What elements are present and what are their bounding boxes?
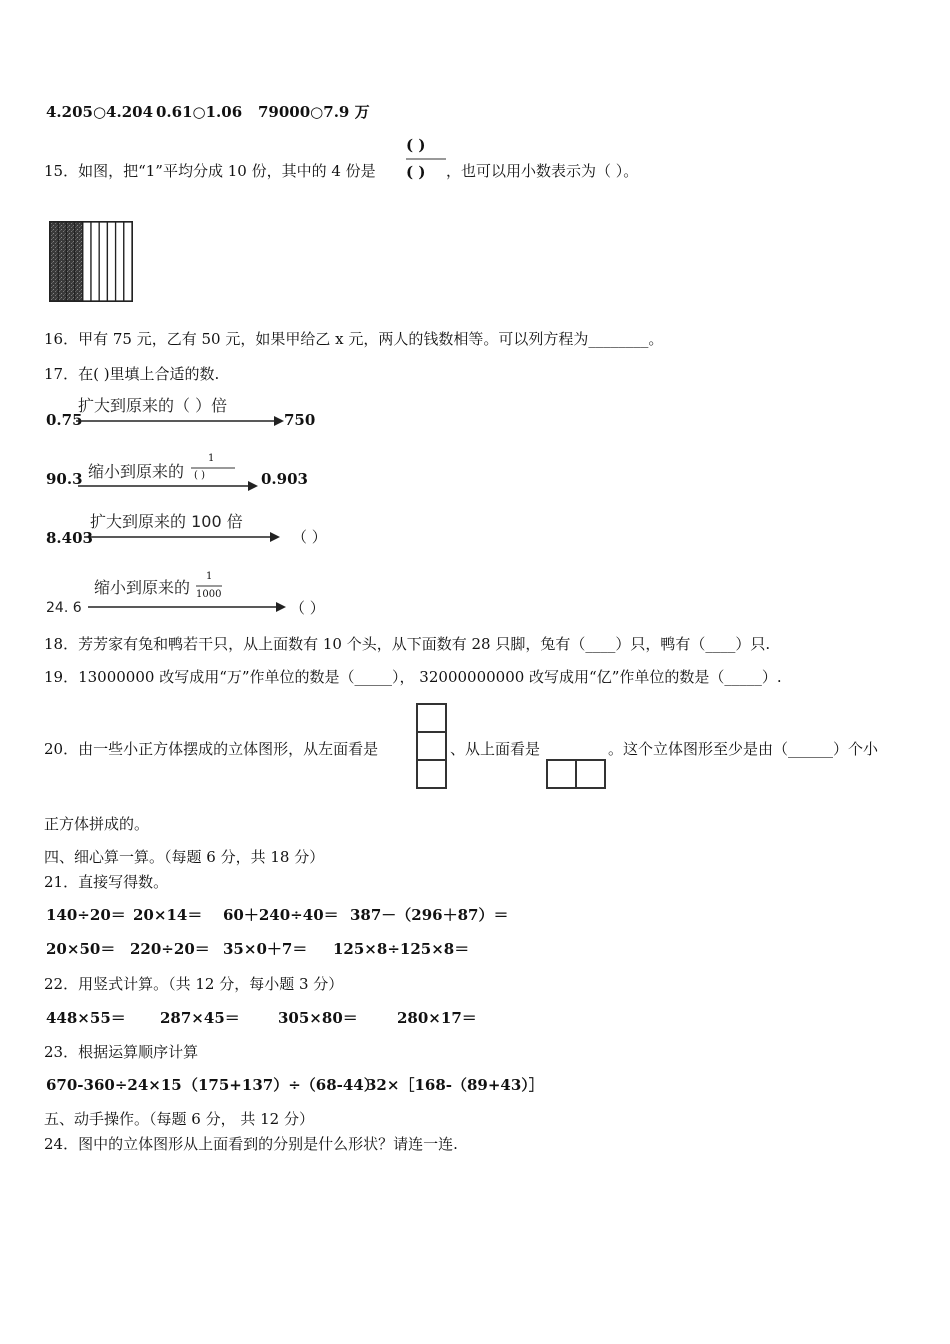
q15-fraction-bar [406, 157, 448, 161]
q23-title: 23．根据运算顺序计算 [44, 1043, 199, 1061]
q17-title: 17．在( )里填上合适的数. [44, 365, 220, 383]
q16-text: 16．甲有 75 元，乙有 50 元，如果甲给乙 x 元，两人的钱数相等。可以列方程为________。 [44, 330, 664, 348]
q18-text: 18．芳芳家有兔和鸭若干只，从上面数有 10 个头，从下面数有 28 只脚，兔有（____）只，鸭有（____）只. [44, 635, 771, 653]
q17-row2-frac-num: 1 [208, 453, 215, 464]
shaded-strip [58, 222, 66, 301]
q23-c1: 670-360÷24×15 [46, 1076, 182, 1094]
q17-row4-arrow [88, 601, 288, 613]
q17-row4-end: （ ） [290, 599, 325, 617]
q17-row1-label: 扩大到原来的（ ）倍 [78, 396, 228, 415]
q22-c1: 448×55＝ [46, 1009, 126, 1027]
q14-item-1: 4.205○4.204 [46, 103, 154, 121]
q21-r2-c2: 220÷20＝ [130, 940, 210, 958]
q21-r1-c4: 387－（296＋87）＝ [350, 906, 509, 924]
q15-text-after: ，也可以用小数表示为（ ）。 [446, 162, 639, 180]
q17-row4-start: 24. 6 [46, 600, 82, 616]
unshaded-strip [116, 222, 124, 301]
q17-row2-frac-den: ( ) [194, 470, 205, 481]
q20-text-b: 、从上面看是 [450, 740, 541, 758]
q22-c4: 280×17＝ [397, 1009, 477, 1027]
q20-text-a: 20．由一些小正方体摆成的立体图形，从左面看是 [44, 740, 379, 758]
q17-row1-start: 0.75 [46, 411, 83, 429]
unshaded-strip [91, 222, 99, 301]
q14-item-2: 0.61○1.06 [156, 103, 243, 121]
q17-row3-start: 8.403 [46, 529, 93, 547]
section5-title: 五、动手操作。（每题 6 分， 共 12 分） [44, 1110, 314, 1128]
q17-row2-arrow [78, 480, 262, 492]
q17-row2-label: 缩小到原来的 [88, 462, 185, 481]
q15-text-before: 15．如图，把“1”平均分成 10 份，其中的 4 份是 [44, 162, 376, 180]
q15-strip-figure [49, 221, 135, 303]
q21-r2-c3: 35×0＋7＝ [223, 940, 308, 958]
section4-title: 四、细心算一算。（每题 6 分，共 18 分） [44, 848, 325, 866]
q17-row4-label: 缩小到原来的 [94, 578, 191, 597]
q20-text-cont: 正方体拼成的。 [44, 815, 150, 833]
q15-fraction-denominator: ( ) [406, 163, 426, 181]
shaded-strip [66, 222, 74, 301]
q15-fraction-numerator: ( ) [406, 136, 426, 154]
q22-title: 22．用竖式计算。（共 12 分，每小题 3 分） [44, 975, 344, 993]
q17-row2-end: 0.903 [261, 470, 308, 488]
q21-title: 21．直接写得数。 [44, 873, 169, 891]
unshaded-strip [124, 222, 132, 301]
q24-title: 24．图中的立体图形从上面看到的分别是什么形状？请连一连. [44, 1135, 458, 1153]
q17-row2-start: 90.3 [46, 470, 83, 488]
q19-text: 19．13000000 改写成用“万”作单位的数是（_____）， 32000000000 改写成用“亿”作单位的数是（_____）. [44, 668, 782, 686]
q17-row3-arrow [84, 531, 284, 543]
unshaded-strip [83, 222, 91, 301]
q17-row3-end: （ ） [292, 528, 327, 546]
q21-r1-c1: 140÷20＝ [46, 906, 126, 924]
q22-c2: 287×45＝ [160, 1009, 240, 1027]
shaded-strip [75, 222, 83, 301]
q17-row1-end: 750 [284, 411, 316, 429]
q20-text-c: 。这个立体图形至少是由（______）个小 [608, 740, 879, 758]
q22-c3: 305×80＝ [278, 1009, 358, 1027]
q17-row4-frac-den: 1000 [196, 589, 222, 600]
q21-r1-c2: 20×14＝ [133, 906, 203, 924]
q14-item-3: 79000○7.9 万 [258, 103, 370, 121]
q17-row3-label: 扩大到原来的 100 倍 [90, 512, 243, 531]
unshaded-strip [99, 222, 107, 301]
q23-c3: 32×［168-（89+43）］ [366, 1076, 544, 1094]
unshaded-strip [107, 222, 115, 301]
shaded-strip [50, 222, 58, 301]
q21-r2-c4: 125×8÷125×8＝ [333, 940, 470, 958]
q17-row4-frac-bar [196, 585, 224, 588]
q23-c2: （175+137）÷（68-44） [183, 1076, 379, 1094]
q17-row4-frac-num: 1 [206, 571, 213, 582]
q21-r2-c1: 20×50＝ [46, 940, 116, 958]
q17-row1-arrow [76, 415, 286, 427]
q21-r1-c3: 60＋240÷40＝ [223, 906, 339, 924]
